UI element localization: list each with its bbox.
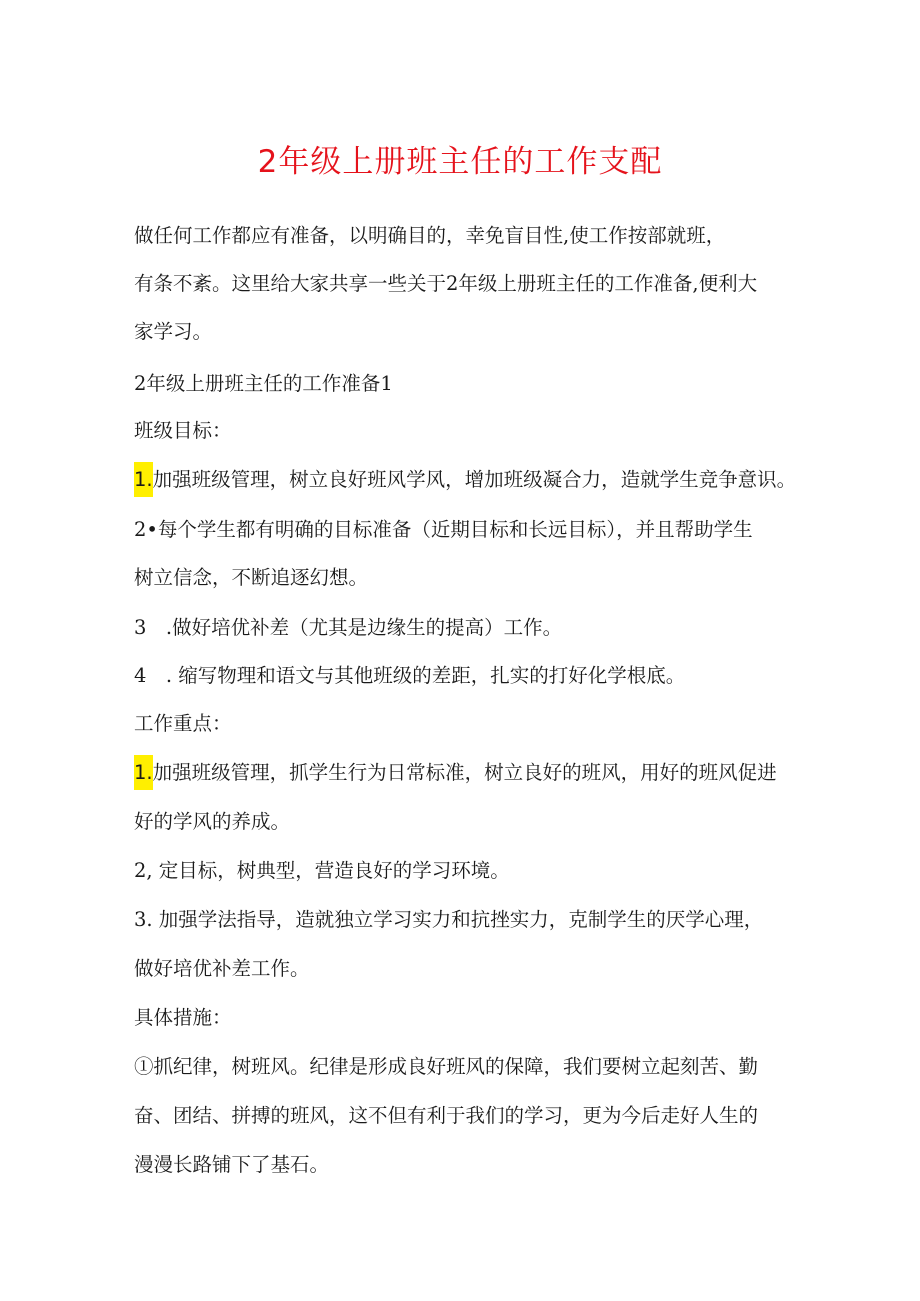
focus-item-2: 2, 定目标，树典型，营造良好的学习环境。 [134,859,510,882]
document-title: 2年级上册班主任的工作支配 [257,144,663,180]
focus-item-1-line-2: 好的学风的养成。 [134,810,291,833]
goals-heading: 班级目标： [134,419,232,442]
goals-item-2-line-1: 2•每个学生都有明确的目标准备（近期目标和长远目标），并且帮助学生 [134,518,753,541]
focus-item-3-line-2: 做好培优补差工作。 [134,957,310,980]
measures-heading: 具体措施： [134,1006,232,1029]
focus-item-1-text: 加强班级管理，抓学生行为日常标准，树立良好的班风，用好的班风促进 [152,761,777,784]
focus-item-3-line-1: 3. 加强学法指导，造就独立学习实力和抗挫实力，克制学生的厌学心理， [134,908,764,931]
intro-line-3: 家学习。 [134,320,213,343]
highlighted-number: 1. [134,462,153,497]
focus-heading: 工作重点： [134,712,232,735]
intro-line-2: 有条不紊。这里给大家共享一些关于2年级上册班主任的工作准备,便利大 [134,272,758,295]
measures-item-1-line-3: 漫漫长路铺下了基石。 [134,1153,330,1176]
focus-item-1-line-1 [134,759,777,787]
goals-item-1-text: 加强班级管理，树立良好班风学风，增加班级凝合力，造就学生竞争意识。 [152,468,797,491]
goals-item-2-line-2: 树立信念，不断追逐幻想。 [134,566,369,589]
goals-item-3: 3 .做好培优补差（尤其是边缘生的提高）工作。 [134,616,563,639]
section-heading: 2年级上册班主任的工作准备1 [134,372,393,395]
goals-item-4: 4 . 缩写物理和语文与其他班级的差距，扎实的打好化学根底。 [134,664,686,687]
measures-item-1-line-2: 奋、团结、拼搏的班风，这不但有利于我们的学习，更为今后走好人生的 [134,1104,759,1127]
measures-item-1-line-1: ①抓纪律，树班风。纪律是形成良好班风的保障，我们要树立起刻苦、勤 [134,1055,759,1078]
goals-item-1 [134,466,796,494]
intro-line-1: 做任何工作都应有准备，以明确目的，幸免盲目性,使工作按部就班， [134,224,726,247]
highlighted-number: 1. [134,755,153,790]
